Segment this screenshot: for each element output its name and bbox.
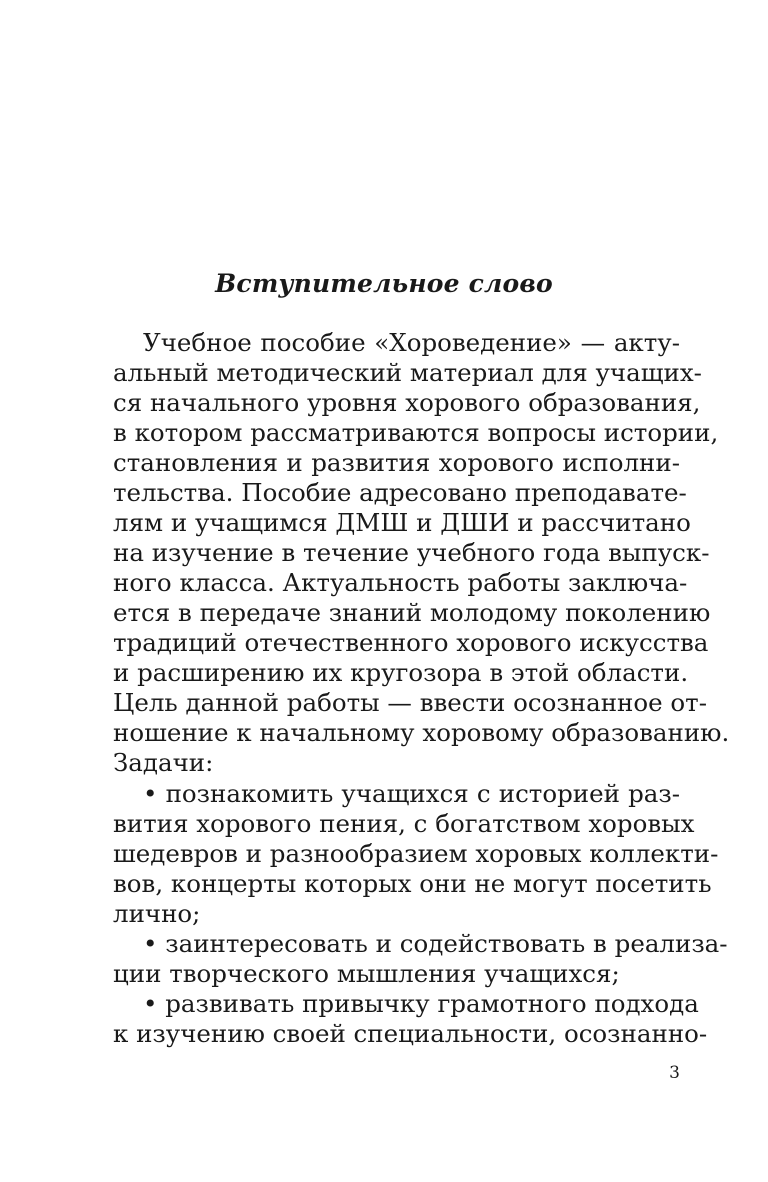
text-line: в котором рассматриваются вопросы истории, bbox=[113, 418, 719, 447]
text-line: Учебное пособие «Хороведение» — акту- bbox=[143, 328, 680, 357]
text-line: вития хорового пения, с богатством хоровых bbox=[113, 809, 695, 838]
text-line: альный методический материал для учащих- bbox=[113, 358, 702, 387]
text-line: ного класса. Актуальность работы заключа- bbox=[113, 568, 688, 597]
text-line: лично; bbox=[113, 899, 201, 928]
text-line: и расширению их кругозора в этой области. bbox=[113, 658, 689, 687]
text-line: Цель данной работы — ввести осознанное от- bbox=[113, 688, 707, 717]
section-heading: Вступительное слово bbox=[215, 269, 553, 298]
text-line: ется в передаче знаний молодому поколению bbox=[113, 598, 711, 627]
text-line: на изучение в течение учебного года выпуск- bbox=[113, 538, 710, 567]
text-line: ся начального уровня хорового образования, bbox=[113, 388, 701, 417]
text-line: вов, концерты которых они не могут посетить bbox=[113, 869, 712, 898]
bullet-line: • развивать привычку грамотного подхода bbox=[143, 989, 699, 1018]
text-line: к изучению своей специальности, осознанно- bbox=[113, 1019, 708, 1048]
page-number: 3 bbox=[669, 1063, 680, 1083]
text-line: лям и учащимся ДМШ и ДШИ и рассчитано bbox=[113, 508, 691, 537]
text-line: ношение к начальному хоровому образованию. bbox=[113, 718, 730, 747]
text-line: становления и развития хорового исполни- bbox=[113, 448, 680, 477]
text-line: ции творческого мышления учащихся; bbox=[113, 959, 620, 988]
text-line: Задачи: bbox=[113, 748, 214, 777]
bullet-line: • заинтересовать и содействовать в реализа- bbox=[143, 929, 728, 958]
text-line: тельства. Пособие адресовано преподавате- bbox=[113, 478, 687, 507]
text-line: традиций отечественного хорового искусства bbox=[113, 628, 709, 657]
bullet-line: • познакомить учащихся с историей раз- bbox=[143, 779, 680, 808]
text-line: шедевров и разнообразием хоровых коллекти- bbox=[113, 839, 719, 868]
